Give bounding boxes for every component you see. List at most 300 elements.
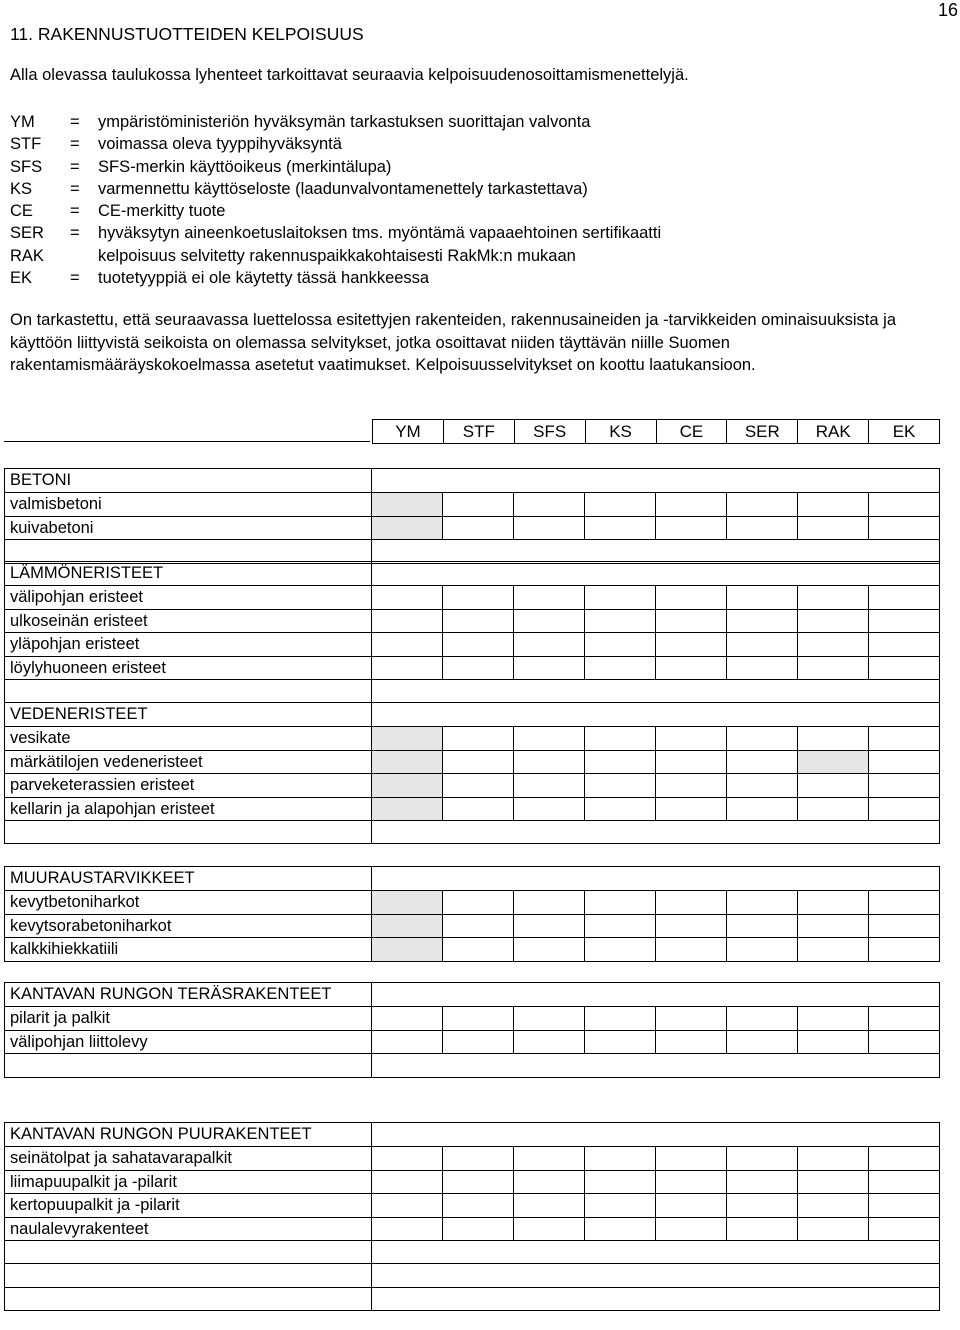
table-row — [5, 726, 939, 749]
check-cell-sfs[interactable] — [513, 891, 584, 913]
section-title: KANTAVAN RUNGON PUURAKENTEET — [10, 1125, 312, 1143]
check-cell-ks[interactable] — [584, 517, 655, 539]
check-cell-ks[interactable] — [584, 493, 655, 515]
check-cell-ce[interactable] — [655, 1218, 726, 1240]
check-cell-rak[interactable] — [797, 891, 868, 913]
statement-paragraph: On tarkastettu, että seuraavassa luettelossa esitettyjen rakenteiden, rakennusaineiden ja -tarvikkeiden ominaisuuksista ja käyttöön liittyvistä seikoista on olemassa selvitykset, jotka osoittavat niiden täyttävän niille Suomen rakentamismääräyskokoelmassa asetetut vaatimukset. Kelpoisuusselvitykset on koottu laatukansioon. — [10, 311, 896, 374]
abbreviation-row — [10, 245, 950, 267]
check-cell-stf[interactable] — [442, 798, 513, 820]
check-cell-ce[interactable] — [655, 610, 726, 632]
check-cell-ce[interactable] — [655, 798, 726, 820]
row-label: kuivabetoni — [10, 518, 94, 537]
check-cell-ym[interactable] — [371, 1171, 442, 1193]
abbreviation-row — [10, 133, 950, 155]
check-cell-rak[interactable] — [797, 727, 868, 749]
abbreviation-code: YM — [10, 113, 35, 131]
check-cell-ek[interactable] — [868, 798, 939, 820]
check-cell-rak[interactable] — [797, 1218, 868, 1240]
abbreviation-equals: = — [70, 179, 80, 198]
check-cell-ser[interactable] — [726, 891, 797, 913]
table-row — [5, 750, 939, 773]
blank-row — [5, 1240, 939, 1263]
check-cell-ser[interactable] — [726, 1031, 797, 1053]
check-cell-ks[interactable] — [584, 798, 655, 820]
abbreviation-equals: = — [70, 135, 80, 154]
check-cell-ek[interactable] — [868, 517, 939, 539]
check-cell-sfs[interactable] — [513, 610, 584, 632]
section-title-row — [5, 1123, 939, 1146]
check-cell-rak — [797, 751, 868, 773]
page-number: 16 — [937, 0, 958, 20]
check-cell-ce[interactable] — [655, 1147, 726, 1169]
check-cell-ser[interactable] — [726, 1147, 797, 1169]
check-cell-sfs[interactable] — [513, 633, 584, 655]
abbreviation-equals: = — [70, 202, 80, 221]
section-title-row — [5, 983, 939, 1006]
check-cell-ser[interactable] — [726, 1007, 797, 1029]
check-cell-ym — [371, 727, 442, 749]
check-cell-ce[interactable] — [655, 891, 726, 913]
check-cell-rak[interactable] — [797, 915, 868, 937]
check-cell-ym[interactable] — [371, 1031, 442, 1053]
check-cell-rak[interactable] — [797, 657, 868, 679]
check-cell-stf[interactable] — [442, 751, 513, 773]
row-cells — [371, 727, 939, 749]
row-cells — [371, 469, 939, 492]
check-cell-rak[interactable] — [797, 633, 868, 655]
row-cells — [371, 586, 939, 608]
column-header: STF — [443, 420, 514, 443]
row-label: liimapuupalkit ja -pilarit — [10, 1172, 177, 1191]
check-cell-rak[interactable] — [797, 938, 868, 960]
row-cells — [371, 1264, 939, 1286]
row-label — [5, 1241, 371, 1263]
blank-row — [5, 1263, 939, 1286]
check-cell-ser[interactable] — [726, 657, 797, 679]
check-cell-sfs[interactable] — [513, 586, 584, 608]
check-cell-ym — [371, 774, 442, 796]
row-label: valmisbetoni — [10, 495, 102, 514]
row-cells — [371, 493, 939, 515]
section-title-row — [5, 867, 939, 890]
row-cells — [371, 983, 939, 1006]
check-cell-ks[interactable] — [584, 1171, 655, 1193]
column-header: KS — [585, 420, 656, 443]
row-label: välipohjan liittolevy — [10, 1032, 148, 1051]
column-header: YM — [395, 422, 421, 441]
table-row — [5, 797, 939, 820]
check-cell-ce[interactable] — [655, 1171, 726, 1193]
check-cell-rak[interactable] — [797, 1007, 868, 1029]
check-cell-stf[interactable] — [442, 1007, 513, 1029]
check-cell-ks[interactable] — [584, 727, 655, 749]
row-cells — [371, 610, 939, 632]
abbreviation-list — [10, 111, 950, 289]
check-cell-ks[interactable] — [584, 774, 655, 796]
check-cell-stf[interactable] — [442, 1194, 513, 1216]
row-cells — [371, 867, 939, 890]
table-row — [5, 1170, 939, 1193]
abbreviation-equals: = — [70, 157, 80, 176]
check-cell-ks[interactable] — [584, 633, 655, 655]
check-cell-ym[interactable] — [371, 1218, 442, 1240]
check-cell-sfs[interactable] — [513, 493, 584, 515]
table-row — [5, 890, 939, 913]
check-cell-ks[interactable] — [584, 1218, 655, 1240]
table-section — [4, 982, 940, 1078]
check-cell-ek[interactable] — [868, 493, 939, 515]
row-cells — [371, 1194, 939, 1216]
check-cell-ce[interactable] — [655, 751, 726, 773]
abbreviation-code: RAK — [10, 246, 44, 265]
table-section — [4, 702, 940, 844]
check-cell-sfs[interactable] — [513, 798, 584, 820]
table-row — [5, 1006, 939, 1029]
table-row — [5, 914, 939, 937]
check-cell-sfs[interactable] — [513, 1031, 584, 1053]
column-header: CE — [656, 420, 727, 443]
row-cells — [371, 703, 939, 726]
row-cells — [371, 1241, 939, 1263]
check-cell-ks[interactable] — [584, 1194, 655, 1216]
abbreviation-description: varmennettu käyttöseloste (laadunvalvontamenettely tarkastettava) — [98, 179, 588, 198]
abbreviation-equals: = — [70, 224, 80, 243]
check-cell-ser[interactable] — [726, 633, 797, 655]
check-cell-ser[interactable] — [726, 517, 797, 539]
table-row — [5, 937, 939, 960]
check-cell-sfs[interactable] — [513, 1007, 584, 1029]
abbreviation-code: EK — [10, 269, 33, 288]
table-row — [5, 1193, 939, 1216]
row-cells — [371, 1123, 939, 1146]
check-cell-ser[interactable] — [726, 1218, 797, 1240]
check-cell-sfs[interactable] — [513, 657, 584, 679]
row-cells — [371, 1054, 939, 1076]
abbreviation-description: voimassa oleva tyyppihyväksyntä — [98, 135, 342, 154]
section-title: BETONI — [10, 471, 72, 489]
row-label — [5, 1054, 371, 1076]
check-cell-ser[interactable] — [726, 727, 797, 749]
row-cells — [371, 774, 939, 796]
row-label: pilarit ja palkit — [10, 1009, 110, 1028]
check-cell-ym — [371, 493, 442, 515]
check-cell-rak[interactable] — [797, 1194, 868, 1216]
check-cell-stf[interactable] — [442, 727, 513, 749]
check-cell-ym — [371, 891, 442, 913]
abbreviation-description: SFS-merkin käyttöoikeus (merkintälupa) — [98, 157, 392, 176]
check-cell-stf[interactable] — [442, 1147, 513, 1169]
table-row — [5, 632, 939, 655]
check-cell-ks[interactable] — [584, 657, 655, 679]
check-cell-ym — [371, 938, 442, 960]
row-label: yläpohjan eristeet — [10, 635, 140, 654]
check-cell-sfs[interactable] — [513, 727, 584, 749]
abbreviation-description: ympäristöministeriön hyväksymän tarkastuksen suorittajan valvonta — [98, 113, 591, 131]
check-cell-stf[interactable] — [442, 493, 513, 515]
row-cells — [371, 915, 939, 937]
column-header: RAK — [797, 420, 868, 443]
check-cell-ce[interactable] — [655, 517, 726, 539]
check-cell-sfs[interactable] — [513, 938, 584, 960]
section-title: MUURAUSTARVIKKEET — [10, 869, 195, 887]
check-cell-ym — [371, 798, 442, 820]
abbreviation-row — [10, 111, 950, 133]
row-label — [5, 1264, 371, 1286]
abbreviation-code: SFS — [10, 157, 43, 176]
row-label — [5, 821, 371, 843]
row-label: kellarin ja alapohjan eristeet — [10, 799, 215, 818]
section-title: LÄMMÖNERISTEET — [10, 564, 164, 582]
check-cell-ek[interactable] — [868, 610, 939, 632]
check-cell-ce[interactable] — [655, 1031, 726, 1053]
check-cell-ser[interactable] — [726, 915, 797, 937]
abbreviation-row — [10, 267, 950, 289]
check-cell-ym[interactable] — [371, 610, 442, 632]
check-cell-ks[interactable] — [584, 1031, 655, 1053]
check-cell-ks[interactable] — [584, 915, 655, 937]
check-cell-ym[interactable] — [371, 657, 442, 679]
row-label: seinätolpat ja sahatavarapalkit — [10, 1149, 232, 1168]
check-cell-ym — [371, 915, 442, 937]
column-header: SFS — [514, 420, 585, 443]
check-cell-ser[interactable] — [726, 751, 797, 773]
blank-row — [5, 1053, 939, 1076]
check-cell-ce[interactable] — [655, 1007, 726, 1029]
check-cell-ek[interactable] — [868, 1147, 939, 1169]
check-cell-ym[interactable] — [371, 1194, 442, 1216]
table-section — [4, 866, 940, 962]
row-cells — [371, 633, 939, 655]
check-cell-ks[interactable] — [584, 891, 655, 913]
row-label: kevytsorabetoniharkot — [10, 916, 172, 935]
check-cell-ym[interactable] — [371, 586, 442, 608]
check-cell-rak[interactable] — [797, 493, 868, 515]
check-cell-rak[interactable] — [797, 610, 868, 632]
row-cells — [371, 1007, 939, 1029]
check-cell-stf[interactable] — [442, 915, 513, 937]
check-cell-ks[interactable] — [584, 586, 655, 608]
table-row — [5, 492, 939, 515]
check-cell-ce[interactable] — [655, 657, 726, 679]
table-section — [4, 468, 940, 564]
blank-row — [5, 1287, 939, 1310]
check-cell-ks[interactable] — [584, 751, 655, 773]
row-label: naulalevyrakenteet — [10, 1219, 149, 1238]
check-cell-stf[interactable] — [442, 774, 513, 796]
abbreviation-row — [10, 178, 950, 200]
check-cell-stf[interactable] — [442, 633, 513, 655]
column-header: EK — [868, 420, 939, 443]
check-cell-ek[interactable] — [868, 727, 939, 749]
check-cell-ser[interactable] — [726, 610, 797, 632]
abbreviation-row — [10, 156, 950, 178]
check-cell-stf[interactable] — [442, 657, 513, 679]
blank-row — [5, 820, 939, 843]
section-title-row — [5, 469, 939, 492]
row-cells — [371, 680, 939, 702]
check-cell-ek[interactable] — [868, 1218, 939, 1240]
abbreviation-equals: = — [70, 269, 80, 288]
row-label — [5, 680, 371, 702]
row-cells — [371, 517, 939, 539]
check-cell-sfs[interactable] — [513, 1194, 584, 1216]
check-cell-rak[interactable] — [797, 586, 868, 608]
table-row — [5, 516, 939, 539]
check-cell-ym[interactable] — [371, 1007, 442, 1029]
check-cell-ym[interactable] — [371, 633, 442, 655]
row-cells — [371, 938, 939, 960]
check-cell-sfs[interactable] — [513, 751, 584, 773]
check-cell-ek[interactable] — [868, 586, 939, 608]
check-cell-rak[interactable] — [797, 798, 868, 820]
check-cell-ks[interactable] — [584, 1007, 655, 1029]
check-cell-sfs[interactable] — [513, 517, 584, 539]
row-cells — [371, 540, 939, 562]
intro-text: Alla olevassa taulukossa lyhenteet tarkoittavat seuraavia kelpoisuudenosoittamismenettelyjä. — [10, 66, 689, 84]
check-cell-ek[interactable] — [868, 774, 939, 796]
check-cell-ser[interactable] — [726, 798, 797, 820]
check-cell-ser[interactable] — [726, 1194, 797, 1216]
check-cell-ce[interactable] — [655, 727, 726, 749]
table-section — [4, 1122, 940, 1311]
abbreviation-row — [10, 222, 950, 244]
check-cell-ks[interactable] — [584, 938, 655, 960]
abbreviation-code: SER — [10, 224, 44, 243]
check-cell-rak[interactable] — [797, 1031, 868, 1053]
row-label: kertopuupalkit ja -pilarit — [10, 1196, 180, 1215]
check-cell-stf[interactable] — [442, 1171, 513, 1193]
check-cell-ek[interactable] — [868, 1031, 939, 1053]
check-cell-ks[interactable] — [584, 610, 655, 632]
table-row — [5, 1217, 939, 1240]
check-cell-ce[interactable] — [655, 633, 726, 655]
blank-row — [5, 539, 939, 562]
check-cell-ce[interactable] — [655, 493, 726, 515]
row-cells — [371, 1147, 939, 1169]
abbreviation-code: CE — [10, 202, 33, 221]
blank-row — [5, 679, 939, 702]
table-section — [4, 561, 940, 703]
row-label: märkätilojen vedeneristeet — [10, 752, 203, 771]
check-cell-sfs[interactable] — [513, 915, 584, 937]
check-cell-ek[interactable] — [868, 1194, 939, 1216]
check-cell-stf[interactable] — [442, 891, 513, 913]
check-cell-stf[interactable] — [442, 610, 513, 632]
table-row — [5, 1146, 939, 1169]
check-cell-ser[interactable] — [726, 938, 797, 960]
row-cells — [371, 751, 939, 773]
table-row — [5, 585, 939, 608]
check-cell-rak[interactable] — [797, 1147, 868, 1169]
check-cell-stf[interactable] — [442, 1218, 513, 1240]
row-label: löylyhuoneen eristeet — [10, 658, 166, 677]
row-label: ulkoseinän eristeet — [10, 611, 148, 630]
row-cells — [371, 891, 939, 913]
row-label: vesikate — [10, 729, 71, 748]
check-cell-ser[interactable] — [726, 1171, 797, 1193]
row-cells — [371, 798, 939, 820]
row-cells — [371, 562, 939, 585]
row-cells — [371, 1171, 939, 1193]
abbreviation-row — [10, 200, 950, 222]
abbreviation-code: KS — [10, 179, 33, 198]
check-cell-sfs[interactable] — [513, 1218, 584, 1240]
check-cell-rak[interactable] — [797, 1171, 868, 1193]
section-heading: 11. RAKENNUSTUOTTEIDEN KELPOISUUS — [10, 24, 364, 44]
check-cell-ce[interactable] — [655, 774, 726, 796]
check-cell-ek[interactable] — [868, 915, 939, 937]
check-cell-ks[interactable] — [584, 1147, 655, 1169]
section-title-row — [5, 703, 939, 726]
table-row — [5, 773, 939, 796]
table-row — [5, 609, 939, 632]
check-cell-ek[interactable] — [868, 938, 939, 960]
table-row — [5, 1030, 939, 1053]
check-cell-ce[interactable] — [655, 938, 726, 960]
check-cell-ym[interactable] — [371, 1147, 442, 1169]
check-cell-ser[interactable] — [726, 586, 797, 608]
check-cell-ek[interactable] — [868, 891, 939, 913]
row-label — [5, 1288, 371, 1310]
check-cell-ce[interactable] — [655, 586, 726, 608]
check-cell-stf[interactable] — [442, 938, 513, 960]
section-title: KANTAVAN RUNGON TERÄSRAKENTEET — [10, 985, 332, 1003]
abbreviation-description: hyväksytyn aineenkoetuslaitoksen tms. myöntämä vapaaehtoinen sertifikaatti — [98, 224, 662, 243]
header-rule — [4, 441, 370, 442]
check-cell-ce[interactable] — [655, 915, 726, 937]
section-title-row — [5, 562, 939, 585]
column-header-row — [372, 419, 940, 444]
check-cell-rak[interactable] — [797, 774, 868, 796]
row-label: kalkkihiekkatiili — [10, 940, 119, 959]
check-cell-ek[interactable] — [868, 751, 939, 773]
check-cell-sfs[interactable] — [513, 774, 584, 796]
row-cells — [371, 657, 939, 679]
check-cell-ek[interactable] — [868, 657, 939, 679]
abbreviation-description: kelpoisuus selvitetty rakennuspaikkakohtaisesti RakMk:n mukaan — [98, 246, 576, 265]
check-cell-ym — [371, 517, 442, 539]
abbreviation-description: tuotetyyppiä ei ole käytetty tässä hankkeessa — [98, 269, 430, 288]
table-row — [5, 656, 939, 679]
abbreviation-code: STF — [10, 135, 42, 154]
check-cell-ek[interactable] — [868, 1007, 939, 1029]
check-cell-ek[interactable] — [868, 1171, 939, 1193]
row-cells — [371, 1031, 939, 1053]
check-cell-stf[interactable] — [442, 586, 513, 608]
check-cell-ym — [371, 751, 442, 773]
row-label: välipohjan eristeet — [10, 588, 143, 607]
check-cell-stf[interactable] — [442, 1031, 513, 1053]
column-header: SER — [726, 420, 797, 443]
check-cell-ser[interactable] — [726, 493, 797, 515]
check-cell-rak[interactable] — [797, 517, 868, 539]
row-label: kevytbetoniharkot — [10, 893, 140, 912]
check-cell-sfs[interactable] — [513, 1171, 584, 1193]
section-title: VEDENERISTEET — [10, 705, 148, 723]
check-cell-ek[interactable] — [868, 633, 939, 655]
check-cell-sfs[interactable] — [513, 1147, 584, 1169]
abbreviation-description: CE-merkitty tuote — [98, 202, 226, 221]
row-label: parveketerassien eristeet — [10, 776, 195, 795]
row-cells — [371, 1218, 939, 1240]
abbreviation-equals: = — [70, 113, 80, 131]
row-label — [5, 540, 371, 562]
row-cells — [371, 1288, 939, 1310]
check-cell-stf[interactable] — [442, 517, 513, 539]
check-cell-ce[interactable] — [655, 1194, 726, 1216]
row-cells — [371, 821, 939, 843]
check-cell-ser[interactable] — [726, 774, 797, 796]
